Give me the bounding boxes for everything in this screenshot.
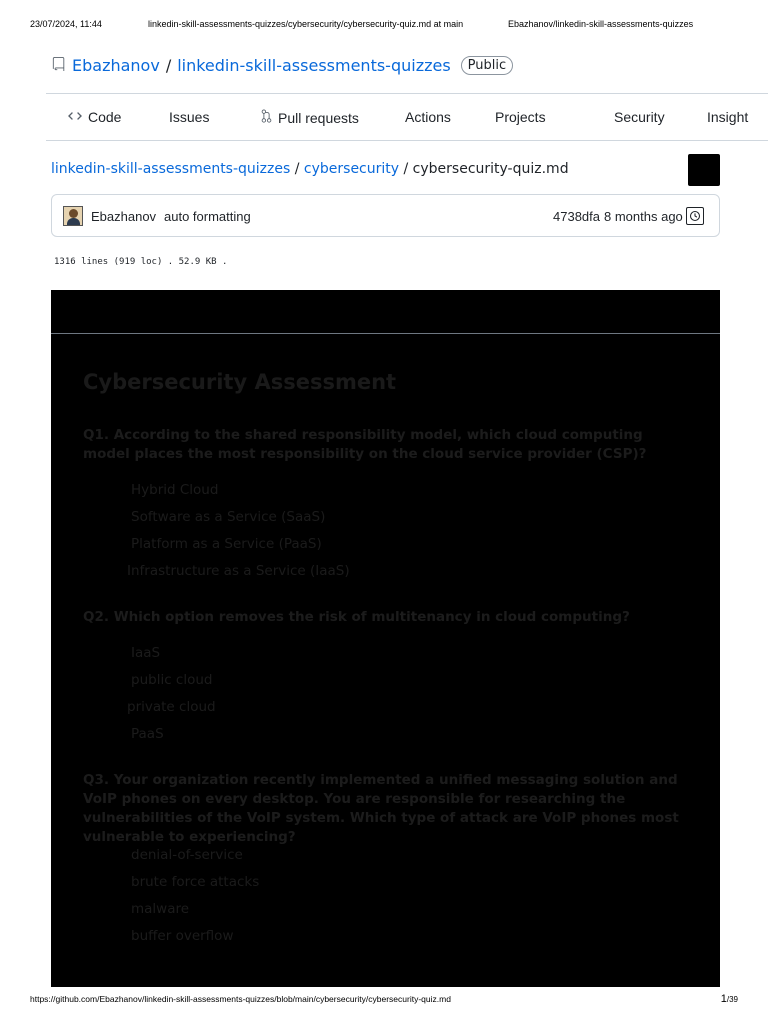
answer-option: Hybrid Cloud [131, 482, 219, 498]
tab-code-label: Code [88, 109, 122, 125]
answer-option: Software as a Service (SaaS) [131, 509, 326, 525]
markdown-title: Cybersecurity Assessment [83, 370, 397, 394]
tab-projects-label: Projects [495, 109, 546, 125]
pull-request-icon [261, 109, 272, 126]
tab-security-label: Security [614, 109, 665, 125]
history-icon[interactable] [686, 207, 704, 225]
print-footer [30, 994, 738, 1006]
file-menu-button[interactable] [688, 154, 720, 186]
answer-option: public cloud [131, 672, 213, 688]
page-total: /39 [726, 995, 738, 1004]
breadcrumb-separator: / [294, 161, 300, 177]
answer-option: Platform as a Service (PaaS) [131, 536, 322, 552]
breadcrumb-file-name: cybersecurity-quiz.md [412, 161, 569, 177]
answer-option: IaaS [131, 645, 161, 661]
repo-owner-link[interactable]: Ebazhanov [72, 56, 160, 75]
file-viewer-toolbar [51, 290, 720, 334]
code-icon [68, 110, 82, 125]
question-1: Q1. According to the shared responsibility model, which cloud computing model places the most responsibility on the cloud service provider (CSP)? [83, 427, 647, 462]
print-site-name: Ebazhanov/linkedin-skill-assessments-quizzes [508, 19, 694, 29]
answer-option: private cloud [127, 699, 216, 715]
tab-projects[interactable] [495, 109, 546, 125]
print-header [30, 19, 728, 31]
answer-option: PaaS [131, 726, 164, 742]
breadcrumb-folder-link[interactable]: cybersecurity [303, 161, 400, 177]
tab-insights[interactable] [707, 109, 748, 125]
file-viewer [51, 290, 720, 987]
print-page-number [721, 993, 738, 1005]
repo-nav-tabs [46, 93, 768, 141]
latest-commit-box [51, 194, 720, 237]
answer-option: malware [131, 901, 190, 917]
repo-separator: / [165, 56, 172, 75]
repo-name-link[interactable]: linkedin-skill-assessments-quizzes [177, 56, 451, 75]
breadcrumb [51, 161, 569, 177]
tab-issues[interactable] [169, 109, 209, 125]
tab-actions[interactable] [405, 109, 451, 125]
commit-time: 8 months ago [604, 209, 683, 224]
answer-option: denial-of-service [131, 847, 243, 863]
avatar[interactable] [63, 206, 83, 226]
commit-message[interactable]: auto formatting [164, 209, 251, 224]
tab-insights-label: Insight [707, 109, 749, 125]
repo-title [52, 56, 513, 75]
tab-code[interactable] [68, 109, 121, 125]
print-page-title: linkedin-skill-assessments-quizzes/cybersecurity/cybersecurity-quiz.md at main [148, 19, 464, 29]
print-date: 23/07/2024, 11:44 [30, 19, 102, 29]
tab-actions-label: Actions [405, 109, 451, 125]
answer-option: buffer overflow [131, 928, 234, 944]
answer-option: brute force attacks [131, 874, 260, 890]
tab-pull-requests-label: Pull requests [278, 109, 359, 126]
tab-pull-requests[interactable] [261, 109, 359, 126]
repo-icon [52, 57, 66, 75]
breadcrumb-repo-link[interactable]: linkedin-skill-assessments-quizzes [51, 161, 291, 177]
question-3: Q3. Your organization recently implemented a unified messaging solution and VoIP phones on every desktop. You are responsible for researching the vulnerabilities of the VoIP system. Which type of attack are VoIP phones most vulnerable to experiencing? [83, 772, 679, 845]
markdown-body [51, 334, 720, 987]
answer-option: Infrastructure as a Service (IaaS) [127, 563, 350, 579]
tab-security[interactable] [614, 109, 665, 125]
file-info: 1316 lines (919 loc) . 52.9 KB . [54, 257, 228, 267]
print-url: https://github.com/Ebazhanov/linkedin-skill-assessments-quizzes/blob/main/cybersecurity/cybersecurity-quiz.md [30, 994, 451, 1004]
visibility-badge: Public [461, 56, 513, 75]
tab-issues-label: Issues [169, 109, 210, 125]
commit-hash[interactable]: 4738dfa [553, 209, 600, 224]
commit-author[interactable]: Ebazhanov [91, 209, 157, 224]
page-current: 1 [720, 993, 727, 1005]
question-2: Q2. Which option removes the risk of multitenancy in cloud computing? [83, 609, 630, 625]
breadcrumb-separator: / [403, 161, 409, 177]
